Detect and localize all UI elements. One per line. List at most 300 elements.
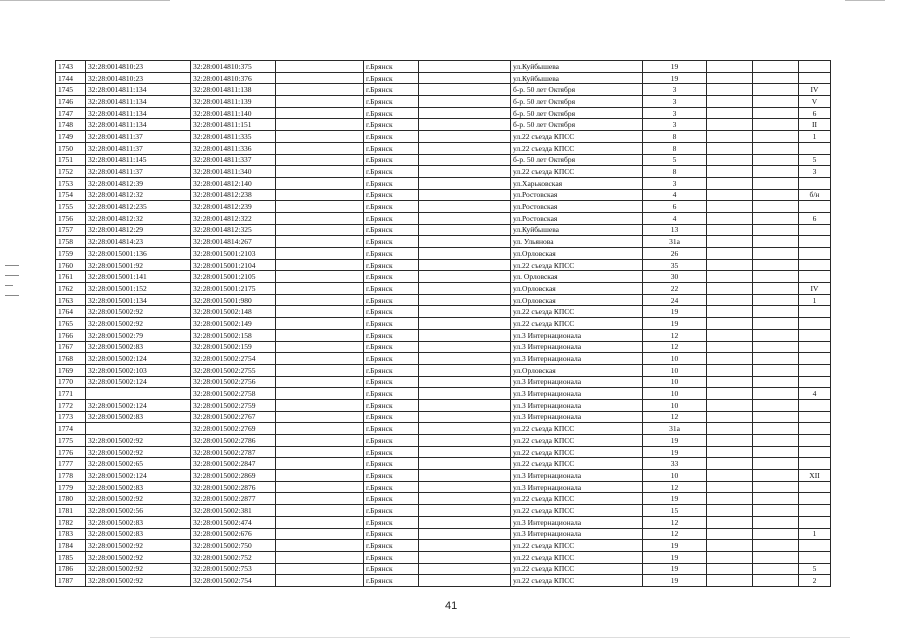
blank-col-cell bbox=[276, 540, 364, 552]
city-cell: г.Брянск bbox=[364, 423, 419, 435]
blank-col-cell bbox=[276, 458, 364, 470]
street-cell: б-р. 50 лет Октября bbox=[511, 154, 643, 166]
table-row bbox=[56, 142, 831, 154]
city-cell: г.Брянск bbox=[364, 201, 419, 213]
table-row bbox=[56, 61, 831, 73]
blank-col-cell bbox=[707, 236, 753, 248]
cadastral-number-cell: 32:28:0015002:750 bbox=[191, 540, 276, 552]
blank-col-cell bbox=[707, 481, 753, 493]
cadastral-number-cell: 32:28:0015002:148 bbox=[191, 306, 276, 318]
blank-col-cell bbox=[419, 154, 511, 166]
blank-col-cell bbox=[707, 435, 753, 447]
house-number-cell: 24 bbox=[643, 294, 707, 306]
blank-col-cell bbox=[276, 411, 364, 423]
cadastral-number-cell: 32:28:0015002:2787 bbox=[191, 446, 276, 458]
blank-col-cell bbox=[276, 259, 364, 271]
city-cell: г.Брянск bbox=[364, 142, 419, 154]
blank-col-cell bbox=[419, 107, 511, 119]
blank-col-cell bbox=[707, 458, 753, 470]
table-row bbox=[56, 364, 831, 376]
parent-cadastral-number-cell: 32:28:0015002:56 bbox=[86, 505, 191, 517]
blank-col-cell bbox=[707, 563, 753, 575]
apartment-cell bbox=[799, 61, 831, 73]
blank-col-cell bbox=[419, 516, 511, 528]
blank-col-cell bbox=[707, 329, 753, 341]
blank-col-cell bbox=[419, 399, 511, 411]
blank-col-cell bbox=[419, 271, 511, 283]
blank-col-cell bbox=[419, 551, 511, 563]
table-row bbox=[56, 423, 831, 435]
city-cell: г.Брянск bbox=[364, 388, 419, 400]
table-row bbox=[56, 341, 831, 353]
parent-cadastral-number-cell: 32:28:0014812:29 bbox=[86, 224, 191, 236]
blank-col-cell bbox=[276, 294, 364, 306]
house-number-cell: 8 bbox=[643, 166, 707, 178]
blank-col-cell bbox=[753, 446, 799, 458]
house-number-cell: 10 bbox=[643, 399, 707, 411]
table-row bbox=[56, 329, 831, 341]
blank-col-cell bbox=[419, 528, 511, 540]
table-row bbox=[56, 189, 831, 201]
city-cell: г.Брянск bbox=[364, 551, 419, 563]
street-cell: ул. Орловская bbox=[511, 271, 643, 283]
street-cell: ул.Харьковская bbox=[511, 177, 643, 189]
blank-col-cell bbox=[753, 131, 799, 143]
blank-col-cell bbox=[707, 271, 753, 283]
margin-marks bbox=[5, 265, 19, 305]
row-number-cell: 1765 bbox=[56, 318, 86, 330]
blank-col-cell bbox=[276, 376, 364, 388]
cadastral-number-cell: 32:28:0014812:325 bbox=[191, 224, 276, 236]
blank-col-cell bbox=[753, 563, 799, 575]
city-cell: г.Брянск bbox=[364, 166, 419, 178]
apartment-cell bbox=[799, 411, 831, 423]
street-cell: б-р. 50 лет Октября bbox=[511, 84, 643, 96]
blank-col-cell bbox=[753, 236, 799, 248]
blank-col-cell bbox=[707, 294, 753, 306]
blank-col-cell bbox=[276, 563, 364, 575]
blank-col-cell bbox=[419, 96, 511, 108]
city-cell: г.Брянск bbox=[364, 446, 419, 458]
blank-col-cell bbox=[753, 364, 799, 376]
street-cell: ул.3 Интернационала bbox=[511, 411, 643, 423]
city-cell: г.Брянск bbox=[364, 212, 419, 224]
street-cell: ул.Ростовская bbox=[511, 212, 643, 224]
blank-col-cell bbox=[753, 411, 799, 423]
table-row bbox=[56, 248, 831, 260]
blank-col-cell bbox=[276, 72, 364, 84]
blank-col-cell bbox=[419, 259, 511, 271]
apartment-cell bbox=[799, 177, 831, 189]
parent-cadastral-number-cell: 32:28:0014811:134 bbox=[86, 96, 191, 108]
table-row bbox=[56, 119, 831, 131]
apartment-cell: IV bbox=[799, 84, 831, 96]
street-cell: ул.3 Интернационала bbox=[511, 399, 643, 411]
parent-cadastral-number-cell: 32:28:0015002:92 bbox=[86, 318, 191, 330]
house-number-cell: 12 bbox=[643, 329, 707, 341]
house-number-cell: 3 bbox=[643, 107, 707, 119]
parent-cadastral-number-cell: 32:28:0015002:124 bbox=[86, 376, 191, 388]
house-number-cell: 31a bbox=[643, 236, 707, 248]
blank-col-cell bbox=[419, 166, 511, 178]
apartment-cell: 1 bbox=[799, 131, 831, 143]
house-number-cell: 3 bbox=[643, 96, 707, 108]
blank-col-cell bbox=[419, 505, 511, 517]
street-cell: ул. Ульянова bbox=[511, 236, 643, 248]
blank-col-cell bbox=[419, 376, 511, 388]
city-cell: г.Брянск bbox=[364, 131, 419, 143]
blank-col-cell bbox=[753, 248, 799, 260]
row-number-cell: 1743 bbox=[56, 61, 86, 73]
cadastral-number-cell: 32:28:0015001:2175 bbox=[191, 283, 276, 295]
cadastral-number-cell: 32:28:0014812:140 bbox=[191, 177, 276, 189]
blank-col-cell bbox=[276, 283, 364, 295]
blank-col-cell bbox=[276, 341, 364, 353]
row-number-cell: 1756 bbox=[56, 212, 86, 224]
row-number-cell: 1773 bbox=[56, 411, 86, 423]
table-row bbox=[56, 271, 831, 283]
blank-col-cell bbox=[276, 435, 364, 447]
city-cell: г.Брянск bbox=[364, 177, 419, 189]
blank-col-cell bbox=[276, 505, 364, 517]
city-cell: г.Брянск bbox=[364, 154, 419, 166]
blank-col-cell bbox=[419, 353, 511, 365]
blank-col-cell bbox=[276, 271, 364, 283]
blank-col-cell bbox=[707, 493, 753, 505]
street-cell: ул.22 съезда КПСС bbox=[511, 575, 643, 587]
house-number-cell: 19 bbox=[643, 563, 707, 575]
blank-col-cell bbox=[276, 248, 364, 260]
cadastral-number-cell: 32:28:0014811:336 bbox=[191, 142, 276, 154]
row-number-cell: 1761 bbox=[56, 271, 86, 283]
blank-col-cell bbox=[707, 189, 753, 201]
apartment-cell bbox=[799, 259, 831, 271]
blank-col-cell bbox=[276, 119, 364, 131]
row-number-cell: 1747 bbox=[56, 107, 86, 119]
table-row bbox=[56, 318, 831, 330]
street-cell: ул.22 съезда КПСС bbox=[511, 166, 643, 178]
parent-cadastral-number-cell: 32:28:0015002:124 bbox=[86, 353, 191, 365]
blank-col-cell bbox=[753, 470, 799, 482]
blank-col-cell bbox=[753, 551, 799, 563]
blank-col-cell bbox=[753, 294, 799, 306]
city-cell: г.Брянск bbox=[364, 259, 419, 271]
table-row bbox=[56, 236, 831, 248]
cadastral-number-cell: 32:28:0015002:159 bbox=[191, 341, 276, 353]
city-cell: г.Брянск bbox=[364, 458, 419, 470]
parent-cadastral-number-cell: 32:28:0015001:152 bbox=[86, 283, 191, 295]
blank-col-cell bbox=[753, 329, 799, 341]
row-number-cell: 1748 bbox=[56, 119, 86, 131]
house-number-cell: 12 bbox=[643, 341, 707, 353]
blank-col-cell bbox=[419, 61, 511, 73]
table-row bbox=[56, 435, 831, 447]
house-number-cell: 5 bbox=[643, 154, 707, 166]
apartment-cell bbox=[799, 551, 831, 563]
blank-col-cell bbox=[419, 236, 511, 248]
blank-col-cell bbox=[707, 470, 753, 482]
blank-col-cell bbox=[753, 318, 799, 330]
apartment-cell bbox=[799, 376, 831, 388]
row-number-cell: 1751 bbox=[56, 154, 86, 166]
cadastral-number-cell: 32:28:0015002:2754 bbox=[191, 353, 276, 365]
blank-col-cell bbox=[419, 142, 511, 154]
house-number-cell: 12 bbox=[643, 481, 707, 493]
row-number-cell: 1759 bbox=[56, 248, 86, 260]
blank-col-cell bbox=[753, 84, 799, 96]
row-number-cell: 1775 bbox=[56, 435, 86, 447]
parent-cadastral-number-cell: 32:28:0015002:92 bbox=[86, 575, 191, 587]
street-cell: ул.22 съезда КПСС bbox=[511, 423, 643, 435]
table-row bbox=[56, 166, 831, 178]
street-cell: ул.22 съезда КПСС bbox=[511, 563, 643, 575]
blank-col-cell bbox=[419, 423, 511, 435]
apartment-cell bbox=[799, 224, 831, 236]
blank-col-cell bbox=[419, 329, 511, 341]
row-number-cell: 1744 bbox=[56, 72, 86, 84]
blank-col-cell bbox=[707, 259, 753, 271]
blank-col-cell bbox=[753, 142, 799, 154]
blank-col-cell bbox=[276, 364, 364, 376]
street-cell: ул.Куйбышева bbox=[511, 72, 643, 84]
apartment-cell bbox=[799, 493, 831, 505]
table-row bbox=[56, 259, 831, 271]
cadastral-number-cell: 32:28:0015001:2104 bbox=[191, 259, 276, 271]
blank-col-cell bbox=[707, 306, 753, 318]
row-number-cell: 1753 bbox=[56, 177, 86, 189]
blank-col-cell bbox=[276, 318, 364, 330]
row-number-cell: 1764 bbox=[56, 306, 86, 318]
apartment-cell: XII bbox=[799, 470, 831, 482]
parent-cadastral-number-cell: 32:28:0015002:83 bbox=[86, 516, 191, 528]
blank-col-cell bbox=[707, 540, 753, 552]
street-cell: ул.Ростовская bbox=[511, 189, 643, 201]
cadastral-number-cell: 32:28:0014811:340 bbox=[191, 166, 276, 178]
blank-col-cell bbox=[707, 248, 753, 260]
street-cell: ул.3 Интернационала bbox=[511, 470, 643, 482]
apartment-cell bbox=[799, 248, 831, 260]
blank-col-cell bbox=[707, 516, 753, 528]
table-row bbox=[56, 505, 831, 517]
city-cell: г.Брянск bbox=[364, 540, 419, 552]
house-number-cell: 12 bbox=[643, 516, 707, 528]
blank-col-cell bbox=[276, 446, 364, 458]
city-cell: г.Брянск bbox=[364, 493, 419, 505]
blank-col-cell bbox=[276, 306, 364, 318]
city-cell: г.Брянск bbox=[364, 481, 419, 493]
blank-col-cell bbox=[276, 84, 364, 96]
blank-col-cell bbox=[419, 306, 511, 318]
street-cell: ул.Куйбышева bbox=[511, 224, 643, 236]
house-number-cell: 19 bbox=[643, 435, 707, 447]
parent-cadastral-number-cell: 32:28:0014812:39 bbox=[86, 177, 191, 189]
house-number-cell: 4 bbox=[643, 189, 707, 201]
parent-cadastral-number-cell: 32:28:0015002:65 bbox=[86, 458, 191, 470]
city-cell: г.Брянск bbox=[364, 516, 419, 528]
blank-col-cell bbox=[707, 528, 753, 540]
cadastral-number-cell: 32:28:0014811:337 bbox=[191, 154, 276, 166]
blank-col-cell bbox=[707, 399, 753, 411]
house-number-cell: 6 bbox=[643, 201, 707, 213]
blank-col-cell bbox=[753, 271, 799, 283]
table-row bbox=[56, 481, 831, 493]
street-cell: ул.3 Интернационала bbox=[511, 516, 643, 528]
blank-col-cell bbox=[707, 142, 753, 154]
blank-col-cell bbox=[419, 248, 511, 260]
blank-col-cell bbox=[707, 84, 753, 96]
table-row bbox=[56, 72, 831, 84]
table-row bbox=[56, 376, 831, 388]
parent-cadastral-number-cell: 32:28:0014811:37 bbox=[86, 142, 191, 154]
row-number-cell: 1745 bbox=[56, 84, 86, 96]
row-number-cell: 1754 bbox=[56, 189, 86, 201]
city-cell: г.Брянск bbox=[364, 306, 419, 318]
city-cell: г.Брянск bbox=[364, 96, 419, 108]
table-row bbox=[56, 528, 831, 540]
blank-col-cell bbox=[753, 575, 799, 587]
city-cell: г.Брянск bbox=[364, 84, 419, 96]
row-number-cell: 1768 bbox=[56, 353, 86, 365]
cadastral-number-cell: 32:28:0015002:2759 bbox=[191, 399, 276, 411]
blank-col-cell bbox=[753, 107, 799, 119]
blank-col-cell bbox=[753, 119, 799, 131]
blank-col-cell bbox=[419, 294, 511, 306]
street-cell: б-р. 50 лет Октября bbox=[511, 119, 643, 131]
apartment-cell bbox=[799, 516, 831, 528]
city-cell: г.Брянск bbox=[364, 376, 419, 388]
apartment-cell: 2 bbox=[799, 575, 831, 587]
row-number-cell: 1755 bbox=[56, 201, 86, 213]
apartment-cell bbox=[799, 353, 831, 365]
row-number-cell: 1749 bbox=[56, 131, 86, 143]
blank-col-cell bbox=[276, 575, 364, 587]
table-row bbox=[56, 458, 831, 470]
city-cell: г.Брянск bbox=[364, 119, 419, 131]
row-number-cell: 1770 bbox=[56, 376, 86, 388]
blank-col-cell bbox=[753, 376, 799, 388]
street-cell: ул.22 съезда КПСС bbox=[511, 131, 643, 143]
cadastral-number-cell: 32:28:0015002:2877 bbox=[191, 493, 276, 505]
cadastral-number-cell: 32:28:0015001:2103 bbox=[191, 248, 276, 260]
apartment-cell bbox=[799, 505, 831, 517]
row-number-cell: 1771 bbox=[56, 388, 86, 400]
blank-col-cell bbox=[753, 306, 799, 318]
blank-col-cell bbox=[707, 551, 753, 563]
blank-col-cell bbox=[707, 505, 753, 517]
table-row bbox=[56, 294, 831, 306]
street-cell: ул.22 съезда КПСС bbox=[511, 551, 643, 563]
table-row bbox=[56, 84, 831, 96]
street-cell: ул.22 съезда КПСС bbox=[511, 458, 643, 470]
apartment-cell bbox=[799, 201, 831, 213]
blank-col-cell bbox=[276, 481, 364, 493]
blank-col-cell bbox=[276, 423, 364, 435]
blank-col-cell bbox=[707, 72, 753, 84]
apartment-cell bbox=[799, 142, 831, 154]
cadastral-number-cell: 32:28:0015001:2105 bbox=[191, 271, 276, 283]
parent-cadastral-number-cell: 32:28:0015001:136 bbox=[86, 248, 191, 260]
blank-col-cell bbox=[276, 236, 364, 248]
blank-col-cell bbox=[707, 411, 753, 423]
table-row bbox=[56, 470, 831, 482]
cadastral-number-cell: 32:28:0015002:2755 bbox=[191, 364, 276, 376]
blank-col-cell bbox=[419, 575, 511, 587]
blank-col-cell bbox=[753, 435, 799, 447]
row-number-cell: 1783 bbox=[56, 528, 86, 540]
scan-top-edge-left bbox=[0, 0, 170, 1]
table-row bbox=[56, 575, 831, 587]
apartment-cell bbox=[799, 318, 831, 330]
apartment-cell: 6 bbox=[799, 212, 831, 224]
table-row bbox=[56, 224, 831, 236]
house-number-cell: 10 bbox=[643, 470, 707, 482]
apartment-cell bbox=[799, 364, 831, 376]
cadastral-number-cell: 32:28:0015002:381 bbox=[191, 505, 276, 517]
blank-col-cell bbox=[707, 376, 753, 388]
cadastral-number-cell: 32:28:0015002:752 bbox=[191, 551, 276, 563]
parent-cadastral-number-cell: 32:28:0015002:124 bbox=[86, 470, 191, 482]
scan-top-edge-right bbox=[845, 0, 885, 1]
parent-cadastral-number-cell: 32:28:0015002:92 bbox=[86, 435, 191, 447]
city-cell: г.Брянск bbox=[364, 271, 419, 283]
table-row bbox=[56, 540, 831, 552]
house-number-cell: 3 bbox=[643, 84, 707, 96]
blank-col-cell bbox=[707, 177, 753, 189]
street-cell: ул.3 Интернационала bbox=[511, 376, 643, 388]
house-number-cell: 19 bbox=[643, 446, 707, 458]
row-number-cell: 1767 bbox=[56, 341, 86, 353]
parent-cadastral-number-cell: 32:28:0015002:83 bbox=[86, 341, 191, 353]
blank-col-cell bbox=[753, 61, 799, 73]
table-row bbox=[56, 212, 831, 224]
house-number-cell: 22 bbox=[643, 283, 707, 295]
street-cell: ул.Орловская bbox=[511, 364, 643, 376]
blank-col-cell bbox=[276, 353, 364, 365]
street-cell: ул.22 съезда КПСС bbox=[511, 259, 643, 271]
blank-col-cell bbox=[276, 224, 364, 236]
apartment-cell: 6 bbox=[799, 107, 831, 119]
parent-cadastral-number-cell: 32:28:0015001:92 bbox=[86, 259, 191, 271]
blank-col-cell bbox=[276, 131, 364, 143]
parent-cadastral-number-cell: 32:28:0014812:32 bbox=[86, 189, 191, 201]
blank-col-cell bbox=[753, 154, 799, 166]
blank-col-cell bbox=[707, 96, 753, 108]
row-number-cell: 1786 bbox=[56, 563, 86, 575]
house-number-cell: 19 bbox=[643, 551, 707, 563]
parent-cadastral-number-cell: 32:28:0015002:83 bbox=[86, 528, 191, 540]
apartment-cell bbox=[799, 306, 831, 318]
row-number-cell: 1758 bbox=[56, 236, 86, 248]
city-cell: г.Брянск bbox=[364, 294, 419, 306]
table-row bbox=[56, 446, 831, 458]
city-cell: г.Брянск bbox=[364, 236, 419, 248]
apartment-cell: б/н bbox=[799, 189, 831, 201]
parent-cadastral-number-cell: 32:28:0015001:141 bbox=[86, 271, 191, 283]
cadastral-number-cell: 32:28:0015002:753 bbox=[191, 563, 276, 575]
house-number-cell: 10 bbox=[643, 364, 707, 376]
blank-col-cell bbox=[419, 341, 511, 353]
blank-col-cell bbox=[419, 563, 511, 575]
cadastral-number-cell: 32:28:0015002:474 bbox=[191, 516, 276, 528]
house-number-cell: 19 bbox=[643, 540, 707, 552]
blank-col-cell bbox=[707, 364, 753, 376]
cadastral-number-cell: 32:28:0014812:238 bbox=[191, 189, 276, 201]
table-row bbox=[56, 399, 831, 411]
parent-cadastral-number-cell: 32:28:0015002:92 bbox=[86, 446, 191, 458]
cadastral-number-cell: 32:28:0015002:158 bbox=[191, 329, 276, 341]
registry-table bbox=[55, 60, 831, 587]
blank-col-cell bbox=[753, 259, 799, 271]
